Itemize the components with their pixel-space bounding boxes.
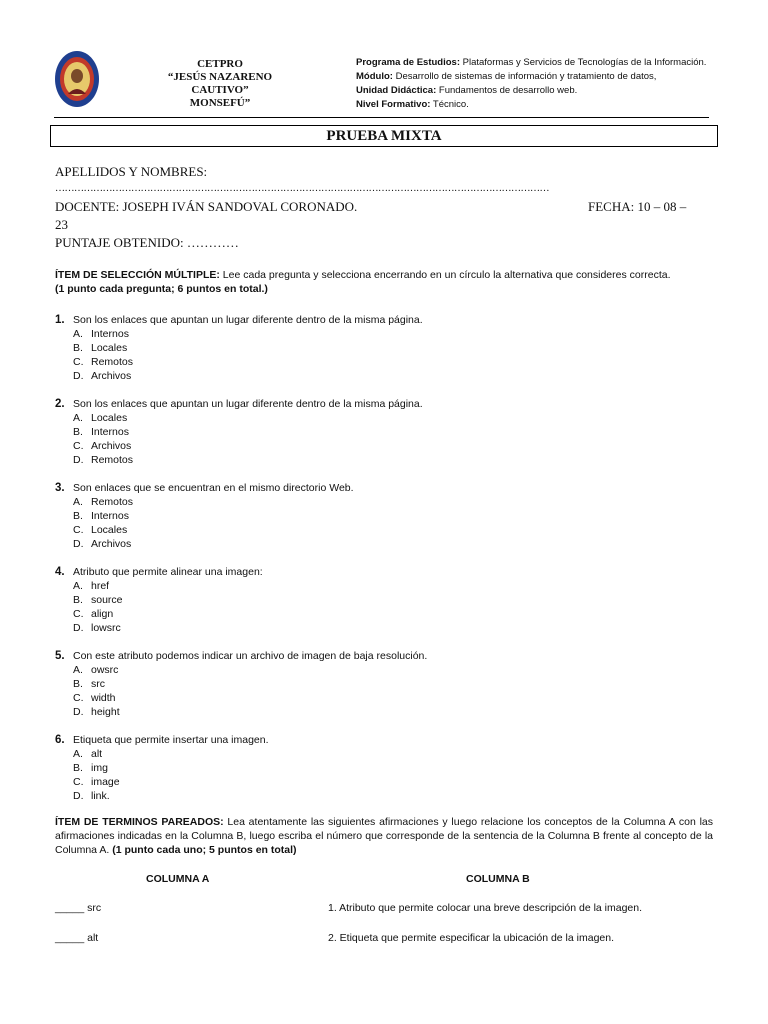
option[interactable]: A. href <box>73 580 110 592</box>
option[interactable]: B. src <box>73 678 105 690</box>
question <box>55 397 423 467</box>
program-line <box>356 56 756 70</box>
question-stem: Son los enlaces que apuntan un lugar diferente dentro de la misma página. <box>73 398 423 410</box>
school-seal-logo <box>54 50 100 108</box>
module-label: Módulo: <box>356 71 393 82</box>
institution-line: MONSEFÚ” <box>189 97 251 109</box>
names-fill-line[interactable]: ………………………………………………………………………………………………………………………………………… <box>55 183 549 194</box>
question <box>55 649 427 719</box>
option[interactable]: D. Remotos <box>73 454 134 466</box>
question-number: 5. <box>55 650 65 662</box>
question-stem: Atributo que permite alinear una imagen: <box>73 566 263 578</box>
options-list <box>55 495 354 551</box>
option[interactable]: A. owsrc <box>73 664 119 676</box>
level-value: Técnico. <box>432 99 469 110</box>
options-list <box>55 579 263 635</box>
section-points: (1 punto cada pregunta; 6 puntos en total.) <box>55 283 268 295</box>
question-number: 2. <box>55 398 65 410</box>
option[interactable]: D. Archivos <box>73 370 132 382</box>
column-b-item: 1. Atributo que permite colocar una breve descripción de la imagen. <box>328 902 643 914</box>
section-matching-instructions <box>55 815 713 857</box>
score-line[interactable]: PUNTAJE OBTENIDO: ………… <box>55 235 239 250</box>
program-info <box>356 56 756 112</box>
question-number: 3. <box>55 482 65 494</box>
options-list <box>55 327 423 383</box>
question <box>55 313 423 383</box>
unit-value: Fundamentos de desarrollo web. <box>438 85 578 96</box>
option[interactable]: C. Locales <box>73 524 128 536</box>
section-points: (1 punto cada uno; 5 puntos en total) <box>112 844 297 856</box>
option[interactable]: D. lowsrc <box>73 622 121 634</box>
question-stem: Con este atributo podemos indicar un archivo de imagen de baja resolución. <box>73 650 428 662</box>
names-label: APELLIDOS Y NOMBRES: <box>55 164 208 179</box>
level-line <box>356 98 756 112</box>
column-a-heading: COLUMNA A <box>146 873 210 885</box>
date-continuation: 23 <box>55 217 68 232</box>
institution-line: “JESÚS NAZARENO CAUTIVO” <box>167 71 273 96</box>
section-title: ÍTEM DE SELECCIÓN MÚLTIPLE: <box>55 269 220 281</box>
option[interactable]: B. img <box>73 762 108 774</box>
module-line <box>356 70 756 84</box>
option[interactable]: C. Remotos <box>73 356 134 368</box>
options-list <box>55 747 269 803</box>
option[interactable]: A. alt <box>73 748 103 760</box>
module-value: Desarrollo de sistemas de información y tratamiento de datos, <box>395 71 657 82</box>
option[interactable]: D. link. <box>73 790 110 802</box>
institution-line: CETPRO <box>197 58 243 70</box>
option[interactable]: A. Locales <box>73 412 128 424</box>
option[interactable]: C. Archivos <box>73 440 132 452</box>
option[interactable]: C. align <box>73 608 114 620</box>
option[interactable]: B. source <box>73 594 123 606</box>
unit-label: Unidad Didáctica: <box>356 85 437 96</box>
exam-title: PRUEBA MIXTA <box>50 125 718 147</box>
option[interactable]: B. Internos <box>73 426 129 438</box>
question <box>55 733 269 803</box>
option[interactable]: D. height <box>73 706 120 718</box>
date-line: FECHA: 10 – 08 – <box>588 199 687 214</box>
column-a-item[interactable]: _____ alt <box>55 932 99 944</box>
option[interactable]: C. image <box>73 776 120 788</box>
question-number: 6. <box>55 734 65 746</box>
section-multiple-choice-instructions <box>55 268 713 296</box>
option[interactable]: A. Internos <box>73 328 129 340</box>
unit-line <box>356 84 756 98</box>
question-number: 1. <box>55 314 65 326</box>
column-b-heading: COLUMNA B <box>466 873 530 885</box>
options-list <box>55 663 427 719</box>
program-value: Plataformas y Servicios de Tecnologías de la Información. <box>462 57 707 68</box>
question-number: 4. <box>55 566 65 578</box>
question-stem: Etiqueta que permite insertar una imagen. <box>73 734 269 746</box>
teacher-line: DOCENTE: JOSEPH IVÁN SANDOVAL CORONADO. <box>55 199 358 214</box>
header-divider <box>54 117 709 118</box>
option[interactable]: B. Internos <box>73 510 129 522</box>
question <box>55 481 354 551</box>
section-title: ÍTEM DE TERMINOS PAREADOS: <box>55 816 224 828</box>
option[interactable]: B. Locales <box>73 342 128 354</box>
section-text: Lee cada pregunta y selecciona encerrando en un círculo la alternativa que consideres correcta. <box>219 269 671 281</box>
question-stem: Son enlaces que se encuentran en el mismo directorio Web. <box>73 482 354 494</box>
option[interactable]: C. width <box>73 692 116 704</box>
section-text: Lea atentamente las siguientes afirmaciones y luego relacione los conceptos de la Columna A con las afirmaciones indicadas en la Columna B, luego escriba el número que corresponde de la sentencia de la Columna B frente al concepto de la Columna A. <box>55 816 713 856</box>
option[interactable]: A. Remotos <box>73 496 134 508</box>
program-label: Programa de Estudios: <box>356 57 460 68</box>
column-a-item[interactable]: _____ src <box>55 902 102 914</box>
option[interactable]: D. Archivos <box>73 538 132 550</box>
level-label: Nivel Formativo: <box>356 99 431 110</box>
question <box>55 565 263 635</box>
options-list <box>55 411 423 467</box>
column-b-item: 2. Etiqueta que permite especificar la ubicación de la imagen. <box>328 932 615 944</box>
institution-name <box>140 58 300 110</box>
question-stem: Son los enlaces que apuntan un lugar diferente dentro de la misma página. <box>73 314 423 326</box>
